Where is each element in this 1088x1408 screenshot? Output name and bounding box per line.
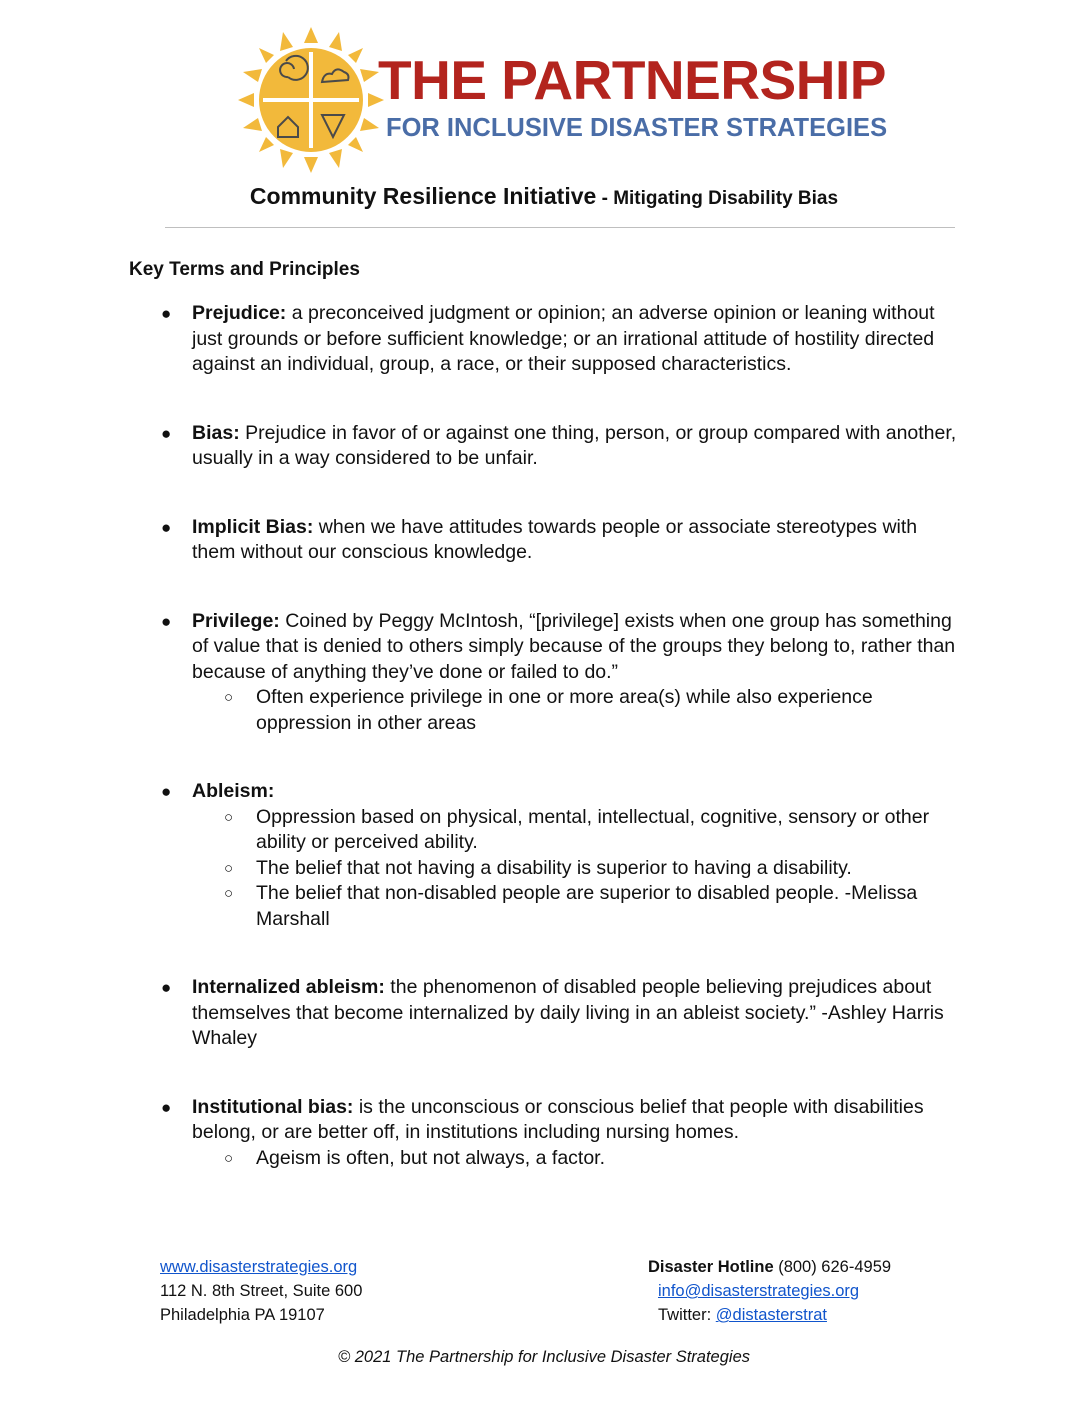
term-item-ableism <box>150 779 960 932</box>
sub-item-text: Often experience privilege in one or more area(s) while also experience oppression in other areas <box>256 686 873 734</box>
term-item-bias <box>150 421 960 472</box>
address-line-2: Philadelphia PA 19107 <box>160 1306 325 1324</box>
term-definition: Coined by Peggy McIntosh, “[privilege] exists when one group has something of value that is denied to others simply because of the groups they belong to, rather than because of anything they’ve done or failed to do.” <box>192 609 956 683</box>
sub-list-item <box>192 881 960 932</box>
bullet-icon: ● <box>161 304 172 323</box>
logo-title: THE PARTNERSHIP <box>378 49 886 111</box>
hollow-bullet-icon: ○ <box>224 689 234 706</box>
bullet-icon: ● <box>161 978 172 997</box>
copyright-notice: © 2021 The Partnership for Inclusive Disaster Strategies <box>337 1348 751 1366</box>
terms-list <box>150 301 960 1214</box>
footer-contact-right <box>648 1255 891 1327</box>
sun-emblem-icon <box>238 27 384 173</box>
bullet-icon: ● <box>161 1097 172 1117</box>
term-name: Privilege: <box>192 609 280 632</box>
page-title-subtitle: Mitigating Disability Bias <box>613 188 839 209</box>
sub-list-item <box>192 805 960 856</box>
website-link[interactable]: www.disasterstrategies.org <box>160 1258 358 1276</box>
term-item-institutional-bias <box>150 1095 960 1172</box>
sub-item-text: Oppression based on physical, mental, intellectual, cognitive, sensory or other ability or perceived ability. <box>256 805 930 853</box>
term-definition: the phenomenon of disabled people believing prejudices about themselves that become internalized by daily living in an ableist society.” -Ashley Harris Whaley <box>192 976 944 1049</box>
term-name: Ableism: <box>192 780 275 802</box>
twitter-link[interactable]: @distasterstrat <box>715 1306 827 1324</box>
twitter-label: Twitter: <box>658 1306 716 1324</box>
bullet-icon: ● <box>161 782 172 801</box>
hollow-bullet-icon: ○ <box>224 1149 234 1167</box>
term-name: Internalized ableism: <box>192 976 385 998</box>
bullet-icon: ● <box>161 423 172 443</box>
sub-list-item <box>192 685 960 736</box>
term-definition: when we have attitudes towards people or associate stereotypes with them without our conscious knowledge. <box>192 515 918 563</box>
term-name: Implicit Bias: <box>192 515 314 538</box>
hollow-bullet-icon: ○ <box>224 859 234 877</box>
term-definition: Prejudice in favor of or against one thing, person, or group compared with another, usually in a way considered to be unfair. <box>192 421 957 469</box>
term-name: Bias: <box>192 421 240 444</box>
sub-list <box>192 1146 960 1172</box>
sub-item-text: Ageism is often, but not always, a factor. <box>256 1146 606 1169</box>
term-definition: a preconceived judgment or opinion; an adverse opinion or leaning without just grounds or before sufficient knowledge; or an irrational attitude of hostility directed against an individual, group, a race, or their supposed characteristics. <box>192 302 935 375</box>
term-item-implicit-bias <box>150 515 960 566</box>
logo-subtitle: FOR INCLUSIVE DISASTER STRATEGIES <box>386 114 888 142</box>
term-name: Institutional bias: <box>192 1095 354 1118</box>
hotline-number: (800) 626-4959 <box>773 1258 892 1276</box>
term-item-privilege <box>150 609 960 737</box>
sub-list-item <box>192 856 960 882</box>
hotline-label: Disaster Hotline <box>648 1258 774 1276</box>
header-divider <box>165 227 955 228</box>
hollow-bullet-icon: ○ <box>224 885 234 902</box>
page-title <box>0 183 1088 210</box>
email-link[interactable]: info@disasterstrategies.org <box>658 1282 860 1300</box>
section-heading: Key Terms and Principles <box>129 259 360 280</box>
sub-list <box>192 685 960 736</box>
term-definition: is the unconscious or conscious belief that people with disabilities belong, or are better off, in institutions including nursing homes. <box>192 1095 924 1143</box>
sub-item-text: The belief that not having a disability is superior to having a disability. <box>256 856 852 879</box>
hollow-bullet-icon: ○ <box>224 808 234 826</box>
term-item-prejudice <box>150 301 960 378</box>
sub-item-text: The belief that non-disabled people are superior to disabled people. -Melissa Marshall <box>256 882 918 930</box>
page-title-dash: - <box>596 188 614 209</box>
term-name: Prejudice: <box>192 302 287 324</box>
page-title-main: Community Resilience Initiative <box>249 183 597 209</box>
sub-list-item <box>192 1146 960 1172</box>
footer-contact-left <box>160 1255 362 1327</box>
address-line-1: 112 N. 8th Street, Suite 600 <box>160 1282 363 1300</box>
organization-logo <box>238 27 888 173</box>
bullet-icon: ● <box>161 517 172 537</box>
sub-list <box>192 805 960 933</box>
term-item-internalized-ableism <box>150 975 960 1052</box>
bullet-icon: ● <box>161 611 172 631</box>
